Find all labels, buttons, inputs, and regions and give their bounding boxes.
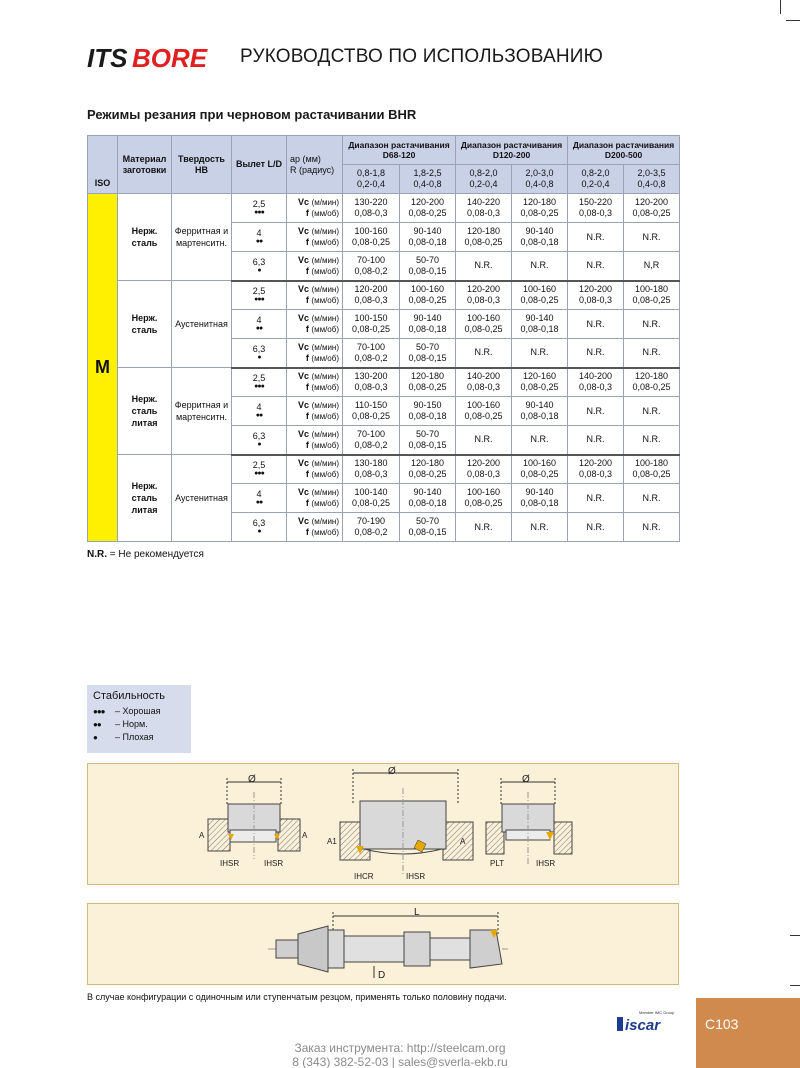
stability-dots: ●●● (254, 383, 264, 391)
cutting-value-cell: 120-200 0,08-0,3 (568, 281, 624, 310)
cutting-value-cell: 130-220 0,08-0,3 (343, 194, 400, 223)
iscar-logo (617, 1009, 679, 1033)
cutting-value-cell: 90-140 0,08-0,18 (512, 310, 568, 339)
stability-dots: ●● (255, 412, 263, 419)
cutting-value-cell: 50-70 0,08-0,15 (400, 339, 456, 368)
stability-label: – Хорошая (115, 706, 161, 716)
cutting-value-cell: N.R. (456, 426, 512, 455)
table-row (88, 281, 680, 310)
cutting-value-cell: 50-70 0,08-0,15 (400, 426, 456, 455)
cutting-value-cell: N.R. (512, 513, 568, 542)
tool-assembly-diagram (87, 903, 679, 985)
param-label-cell: Vc (м/мин) f (мм/об) (287, 513, 343, 542)
cutting-value-cell: 90-140 0,08-0,18 (512, 397, 568, 426)
cutting-value-cell: N.R. (456, 513, 512, 542)
range3-header: Диапазон растачивания D200-500 (568, 136, 680, 165)
cutting-value-cell: 90-150 0,08-0,18 (400, 397, 456, 426)
cutting-value-cell: N.R. (624, 513, 680, 542)
cutting-value-cell: N.R. (568, 484, 624, 513)
range2-header: Диапазон растачивания D120-200 (456, 136, 568, 165)
a1-label: A1 (327, 837, 337, 846)
insert-label: IHSR (264, 859, 284, 868)
footnote: В случае конфигурации с одиночным или ступенчатым резцом, применять только половину подачи. (87, 992, 507, 1002)
stability-label: – Норм. (115, 719, 148, 729)
cutting-value-cell: 100-180 0,08-0,25 (624, 455, 680, 484)
overhang-cell: 4 ●● (232, 484, 287, 513)
param-label-cell: Vc (м/мин) f (мм/об) (287, 455, 343, 484)
overhang-cell: 4 ●● (232, 310, 287, 339)
cutting-value-cell: N.R. (624, 223, 680, 252)
stability-title: Стабильность (93, 690, 166, 702)
hardness-cell: Ферритная и мартенситн. (172, 194, 232, 281)
cutting-value-cell: N,R (624, 252, 680, 281)
single-cutter-setup (208, 778, 300, 859)
hardness-cell: Аустенитная (172, 455, 232, 542)
overhang-cell: 2,5 ●●● (232, 368, 287, 397)
cutting-value-cell: N.R. (568, 223, 624, 252)
cutting-value-cell: N.R. (568, 426, 624, 455)
crop-mark (790, 935, 800, 936)
cutting-value-cell: 120-180 0,08-0,25 (400, 455, 456, 484)
material-cell: Нерж. сталь литая (118, 455, 172, 542)
stability-legend-item (93, 718, 185, 731)
ap-r-column-header: 2,0-3,5 0,4-0,8 (624, 165, 680, 194)
overhang-header: Вылет L/D (232, 136, 287, 194)
overhang-cell: 2,5 ●●● (232, 455, 287, 484)
param-label-cell: Vc (м/мин) f (мм/об) (287, 397, 343, 426)
param-label-cell: Vc (м/мин) f (мм/об) (287, 194, 343, 223)
cutting-value-cell: 150-220 0,08-0,3 (568, 194, 624, 223)
cutting-value-cell: N.R. (624, 310, 680, 339)
cutting-value-cell: 120-160 0,08-0,25 (512, 368, 568, 397)
cutting-value-cell: 90-140 0,08-0,18 (400, 310, 456, 339)
crop-mark (780, 0, 781, 14)
table-row (88, 368, 680, 397)
cutting-value-cell: 100-150 0,08-0,25 (343, 310, 400, 339)
insert-label: PLT (490, 859, 505, 868)
table-row (88, 455, 680, 484)
diameter-label: Ø (388, 766, 396, 777)
cutting-value-cell: N.R. (624, 339, 680, 368)
cutting-value-cell: 100-160 0,08-0,25 (512, 281, 568, 310)
step-cutter-setup (486, 778, 572, 864)
itsbore-logo (87, 43, 213, 73)
cutting-value-cell: 50-70 0,08-0,15 (400, 513, 456, 542)
stability-dots: ●● (255, 238, 263, 245)
dual-cutter-setup (340, 769, 473, 874)
cutting-value-cell: 120-180 0,08-0,25 (456, 223, 512, 252)
ap-r-column-header: 2,0-3,0 0,4-0,8 (512, 165, 568, 194)
ap-r-column-header: 1,8-2,5 0,4-0,8 (400, 165, 456, 194)
page-header-title: РУКОВОДСТВО ПО ИСПОЛЬЗОВАНИЮ (240, 46, 603, 67)
ap-r-column-header: 0,8-2,0 0,2-0,4 (568, 165, 624, 194)
stability-legend-item (93, 705, 185, 718)
cutting-value-cell: 120-200 0,08-0,3 (456, 281, 512, 310)
cutting-value-cell: N.R. (512, 252, 568, 281)
nr-note: N.R. = Не рекомендуется (87, 549, 204, 560)
cutting-value-cell: 100-160 0,08-0,25 (343, 223, 400, 252)
stability-dots: ● (257, 353, 261, 361)
diameter-label: Ø (522, 774, 530, 785)
contact-phone-email: 8 (343) 382-52-03 | sales@sverla-ekb.ru (292, 1055, 508, 1068)
cutting-value-cell: 120-180 0,08-0,25 (624, 368, 680, 397)
overhang-cell: 2,5 ●●● (232, 194, 287, 223)
stability-legend (87, 685, 191, 753)
cutting-value-cell: 50-70 0,08-0,15 (400, 252, 456, 281)
material-cell: Нерж. сталь литая (118, 368, 172, 455)
stability-dots: ●● (255, 499, 263, 506)
logo-name: iscar (625, 1017, 661, 1033)
stability-dots: ●●● (254, 470, 264, 478)
cutting-value-cell: 100-160 0,08-0,25 (456, 310, 512, 339)
overhang-cell: 6,3 ● (232, 252, 287, 281)
cutting-value-cell: N.R. (456, 339, 512, 368)
boring-setup-drawing (88, 764, 680, 886)
diameter-label: Ø (248, 774, 256, 785)
insert-label: IHSR (406, 872, 426, 881)
cutting-value-cell: 130-200 0,08-0,3 (343, 368, 400, 397)
cutting-value-cell: 90-140 0,08-0,18 (400, 484, 456, 513)
stability-dots: ●●● (254, 209, 264, 216)
cutting-value-cell: 100-160 0,08-0,25 (456, 397, 512, 426)
cutting-value-cell: N.R. (456, 252, 512, 281)
cutting-value-cell: 140-220 0,08-0,3 (456, 194, 512, 223)
cutting-value-cell: 100-140 0,08-0,25 (343, 484, 400, 513)
cutting-value-cell: 70-100 0,08-0,2 (343, 426, 400, 455)
iso-group-cell: M (88, 194, 118, 542)
contact-order: Заказ инструмента: http://steelcam.org (294, 1041, 506, 1055)
cutting-value-cell: 120-200 0,08-0,25 (624, 194, 680, 223)
hardness-cell: Ферритная и мартенситн. (172, 368, 232, 455)
cutting-value-cell: 120-200 0,08-0,3 (456, 455, 512, 484)
cutting-value-cell: 140-200 0,08-0,3 (456, 368, 512, 397)
stability-label: – Плохая (115, 732, 154, 742)
overhang-cell: 6,3 ● (232, 513, 287, 542)
cutting-value-cell: 120-200 0,08-0,25 (400, 194, 456, 223)
cutting-value-cell: 120-180 0,08-0,25 (512, 194, 568, 223)
insert-label: IHSR (220, 859, 240, 868)
cutting-value-cell: N.R. (568, 513, 624, 542)
insert-label: IHSR (536, 859, 556, 868)
cutting-value-cell: 100-160 0,08-0,25 (456, 484, 512, 513)
crop-mark (790, 985, 800, 986)
cutting-value-cell: N.R. (568, 397, 624, 426)
page-number: C103 (705, 1016, 739, 1032)
diameter-d-label: D (378, 970, 386, 981)
stability-dots: ● (257, 440, 261, 448)
a-label: A (302, 831, 308, 840)
svg-text:ITS: ITS (87, 43, 128, 73)
range1-header: Диапазон растачивания D68-120 (343, 136, 456, 165)
cutting-value-cell: 70-190 0,08-0,2 (343, 513, 400, 542)
overhang-cell: 2,5 ●●● (232, 281, 287, 310)
overhang-cell: 4 ●● (232, 397, 287, 426)
ap-r-column-header: 0,8-2,0 0,2-0,4 (456, 165, 512, 194)
cutting-value-cell: N.R. (624, 426, 680, 455)
param-label-cell: Vc (м/мин) f (мм/об) (287, 426, 343, 455)
cutting-value-cell: 100-180 0,08-0,25 (624, 281, 680, 310)
cutting-value-cell: 130-180 0,08-0,3 (343, 455, 400, 484)
cutting-value-cell: 70-100 0,08-0,2 (343, 339, 400, 368)
cutting-value-cell: 120-180 0,08-0,25 (400, 368, 456, 397)
a-label: A (460, 837, 466, 846)
stability-dots: ●● (93, 720, 101, 729)
param-label-cell: Vc (м/мин) f (мм/об) (287, 339, 343, 368)
param-label-cell: Vc (м/мин) f (мм/об) (287, 223, 343, 252)
a-label: A (199, 831, 205, 840)
cutting-value-cell: 90-140 0,08-0,18 (512, 223, 568, 252)
table-row (88, 194, 680, 223)
iso-header: ISO (88, 136, 118, 194)
stability-dots: ●●● (254, 296, 264, 304)
cutting-value-cell: N.R. (568, 310, 624, 339)
param-label-cell: Vc (м/мин) f (мм/об) (287, 368, 343, 397)
insert-label: IHCR (354, 872, 374, 881)
stability-dots: ●●● (93, 707, 105, 716)
material-header: Материал заготовки (118, 136, 172, 194)
cutting-value-cell: 90-140 0,08-0,18 (512, 484, 568, 513)
cutting-value-cell: N.R. (624, 484, 680, 513)
cutting-value-cell: N.R. (568, 252, 624, 281)
material-cell: Нерж. сталь (118, 281, 172, 368)
param-label-cell: Vc (м/мин) f (мм/об) (287, 484, 343, 513)
length-label: L (414, 907, 420, 918)
ap-r-header: ap (мм) R (радиус) (287, 136, 343, 194)
cutting-value-cell: 120-200 0,08-0,3 (343, 281, 400, 310)
cutting-value-cell: 140-200 0,08-0,3 (568, 368, 624, 397)
overhang-cell: 6,3 ● (232, 339, 287, 368)
overhang-cell: 6,3 ● (232, 426, 287, 455)
logo-tagline: Member IMC Group (639, 1010, 675, 1015)
cutting-value-cell: 100-160 0,08-0,25 (400, 281, 456, 310)
section-title: Режимы резания при черновом растачивании BHR (87, 107, 417, 122)
cutting-value-cell: N.R. (624, 397, 680, 426)
cutting-value-cell: 110-150 0,08-0,25 (343, 397, 400, 426)
stability-dots: ● (257, 266, 261, 274)
cutting-value-cell: 70-100 0,08-0,2 (343, 252, 400, 281)
cutting-value-cell: 90-140 0,08-0,18 (400, 223, 456, 252)
boring-setup-diagram (87, 763, 679, 885)
param-label-cell: Vc (м/мин) f (мм/об) (287, 310, 343, 339)
param-label-cell: Vc (м/мин) f (мм/об) (287, 252, 343, 281)
cutting-value-cell: N.R. (512, 426, 568, 455)
cutting-value-cell: 100-160 0,08-0,25 (512, 455, 568, 484)
stability-dots: ●● (255, 325, 263, 332)
cutting-value-cell: N.R. (512, 339, 568, 368)
material-cell: Нерж. сталь (118, 194, 172, 281)
overhang-cell: 4 ●● (232, 223, 287, 252)
cutting-value-cell: N.R. (568, 339, 624, 368)
cutting-data-table (87, 135, 680, 542)
svg-text:BORE: BORE (132, 43, 208, 73)
stability-legend-item (93, 731, 185, 744)
hardness-header: Твердость HB (172, 136, 232, 194)
crop-mark (786, 20, 800, 21)
hardness-cell: Аустенитная (172, 281, 232, 368)
param-label-cell: Vc (м/мин) f (мм/об) (287, 281, 343, 310)
cutting-value-cell: 120-200 0,08-0,3 (568, 455, 624, 484)
stability-dots: ● (257, 528, 261, 535)
ap-r-column-header: 0,8-1,8 0,2-0,4 (343, 165, 400, 194)
stability-dots: ● (93, 733, 97, 742)
